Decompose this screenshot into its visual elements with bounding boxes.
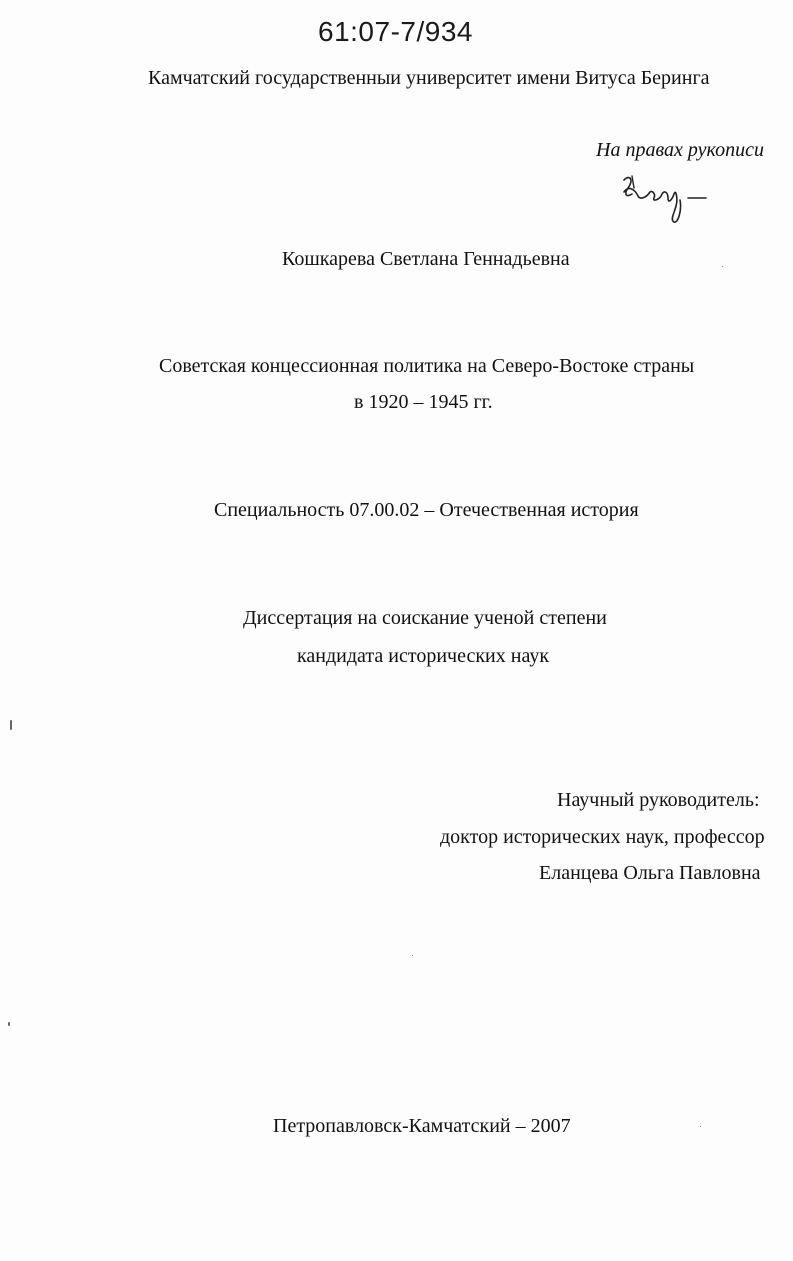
scan-speck	[412, 955, 413, 956]
dissertation-title-line-1: Советская концессионная политика на Северо-Востоке страны	[159, 355, 695, 377]
scan-speck	[8, 1022, 10, 1026]
specialty: Специальность 07.00.02 – Отечественная история	[214, 499, 639, 521]
author-name: Кошкарева Светлана Геннадьевна	[282, 248, 570, 270]
city-and-year: Петропавловск-Камчатский – 2007	[273, 1115, 571, 1137]
author-signature	[616, 170, 712, 230]
catalog-number: 61:07-7/934	[318, 16, 473, 47]
degree-line-2: кандидата исторических наук	[297, 645, 550, 667]
dissertation-title-line-2: в 1920 – 1945 гг.	[354, 391, 493, 413]
manuscript-note: На правах рукописи	[596, 139, 764, 161]
scan-speck	[722, 266, 723, 267]
degree-line-1: Диссертация на соискание ученой степени	[243, 607, 607, 629]
supervisor-name: Еланцева Ольга Павловна	[539, 862, 761, 884]
scan-speck	[700, 1126, 701, 1127]
supervisor-label: Научный руководитель:	[557, 789, 760, 811]
supervisor-degree: доктор исторических наук, профессор	[440, 826, 765, 848]
scan-speck	[10, 720, 12, 730]
university-name: Камчатский государственныи университет имени Витуса Беринга	[148, 67, 710, 89]
